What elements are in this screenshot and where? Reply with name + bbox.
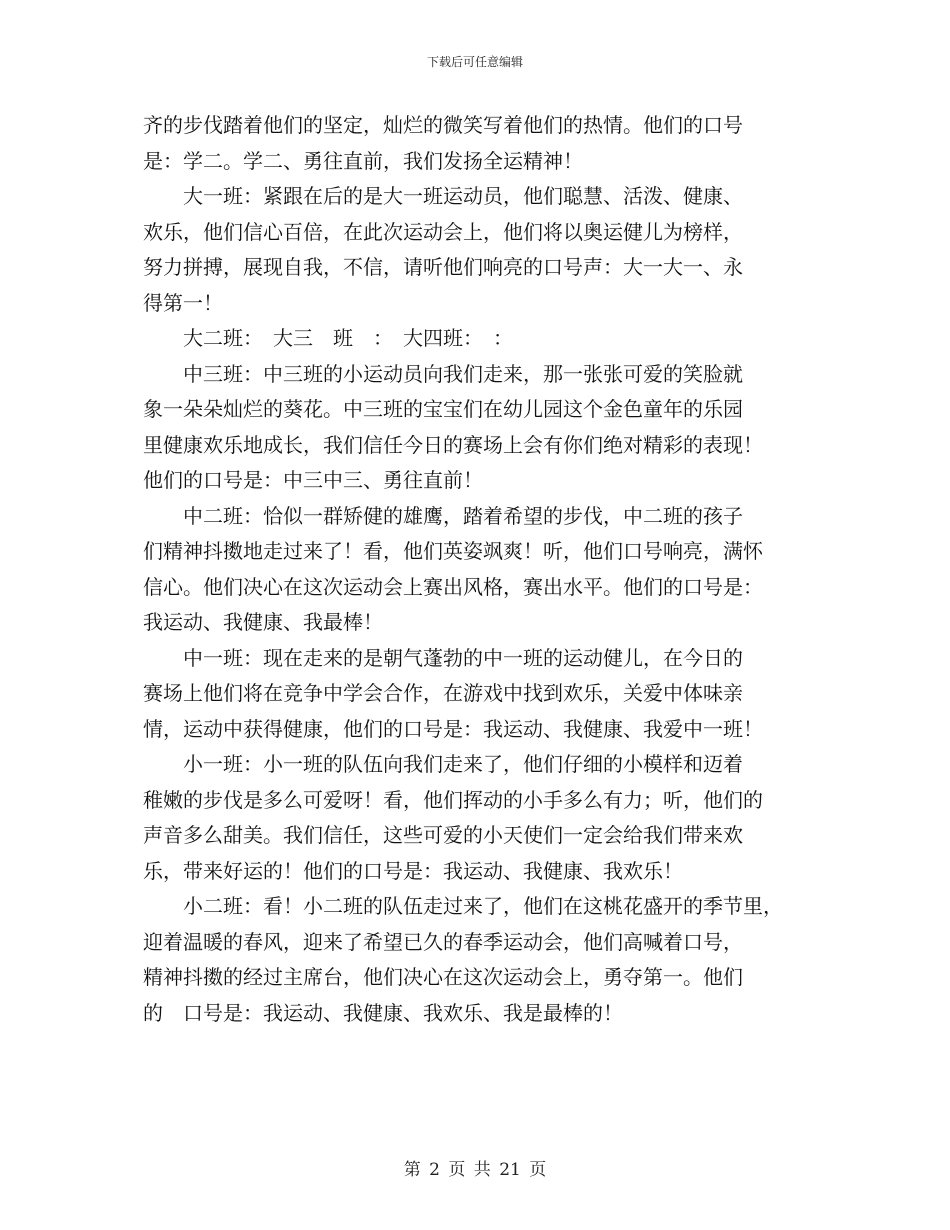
body-line: 们精神抖擞地走过来了！看，他们英姿飒爽！听，他们口号响亮，满怀	[143, 539, 763, 563]
body-line: 大一班：紧跟在后的是大一班运动员，他们聪慧、活泼、健康、	[143, 184, 743, 208]
body-line: 情，运动中获得健康，他们的口号是：我运动、我健康、我爱中一班！	[143, 716, 763, 741]
body-line: 小一班：小一班的队伍向我们走来了，他们仔细的小模样和迈着	[143, 752, 743, 776]
page-number: 第 2 页 共 21 页	[403, 1160, 547, 1180]
body-line: 努力拼搏，展现自我，不信，请听他们响亮的口号声：大一大一、永	[143, 255, 743, 279]
body-line: 迎着温暖的春风，迎来了希望已久的春季运动会，他们高喊着口号，	[143, 929, 743, 954]
body-line: 精神抖擞的经过主席台，他们决心在这次运动会上，勇夺第一。他们	[143, 965, 743, 989]
body-line: 齐的步伐踏着他们的坚定，灿烂的微笑写着他们的热情。他们的口号	[143, 113, 743, 137]
body-line: 的 口号是：我运动、我健康、我欢乐、我是最棒的！	[143, 1000, 623, 1025]
body-line: 信心。他们决心在这次运动会上赛出风格，赛出水平。他们的口号是：	[143, 574, 763, 599]
body-line: 小二班：看！小二班的队伍走过来了，他们在这桃花盛开的季节里，	[143, 894, 783, 918]
body-line: 象一朵朵灿烂的葵花。中三班的宝宝们在幼儿园这个金色童年的乐园	[143, 397, 743, 421]
page-header: 下载后可任意编辑	[426, 55, 523, 69]
document-body	[143, 108, 823, 1031]
body-line: 中三班：中三班的小运动员向我们走来，那一张张可爱的笑脸就	[143, 361, 743, 386]
body-line: 我运动、我健康、我最棒！	[143, 610, 383, 634]
body-line: 得第一！	[143, 290, 223, 315]
body-line: 赛场上他们将在竞争中学会合作，在游戏中找到欢乐，关爱中体味亲	[143, 681, 743, 705]
body-line: 大二班： 大三 班 ： 大四班： ：	[143, 326, 513, 350]
body-line: 里健康欢乐地成长，我们信任今日的赛场上会有你们绝对精彩的表现！	[143, 432, 763, 457]
body-line: 他们的口号是：中三中三、勇往直前！	[143, 468, 483, 492]
body-line: 乐，带来好运的！他们的口号是：我运动、我健康、我欢乐！	[143, 858, 683, 883]
body-line: 声音多么甜美。我们信任，这些可爱的小天使们一定会给我们带来欢	[143, 823, 743, 847]
body-line: 稚嫩的步伐是多么可爱呀！看，他们挥动的小手多么有力；听，他们的	[143, 787, 763, 812]
body-line: 欢乐，他们信心百倍，在此次运动会上，他们将以奥运健儿为榜样，	[143, 219, 743, 244]
body-line: 中一班：现在走来的是朝气蓬勃的中一班的运动健儿，在今日的	[143, 645, 743, 670]
body-line: 是：学二。学二、勇往直前，我们发扬全运精神！	[143, 148, 583, 173]
body-line: 中二班：恰似一群矫健的雄鹰，踏着希望的步伐，中二班的孩子	[143, 503, 743, 528]
